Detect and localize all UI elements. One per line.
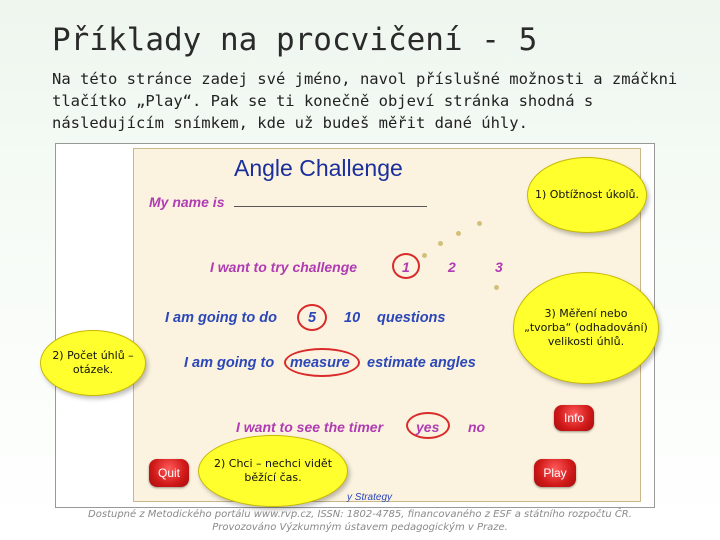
timer-label: I want to see the timer (236, 419, 384, 435)
callout-mode: 3) Měření nebo „tvorba“ (odhadování) velikosti úhlů. (513, 272, 659, 384)
name-label: My name is (149, 194, 225, 210)
info-button[interactable]: Info (554, 405, 594, 431)
going-to-do-label: I am going to do (165, 310, 277, 326)
challenge-option-3[interactable]: 3 (495, 259, 503, 275)
timer-yes-option[interactable]: yes (416, 419, 440, 435)
slide-title: Příklady na procvičení - 5 (52, 22, 538, 58)
decor-dot (456, 231, 461, 236)
going-to-label: I am going to (184, 355, 275, 371)
challenge-option-1[interactable]: 1 (402, 259, 410, 275)
challenge-option-2[interactable]: 2 (448, 259, 456, 275)
questions-option-5[interactable]: 5 (308, 310, 317, 326)
decor-dot (494, 285, 499, 290)
footer-line-1: Dostupné z Metodického portálu www.rvp.cz, ISSN: 1802-4785, financovaného z ESF a státního rozpočtu ČR. (88, 509, 632, 520)
mode-estimate-option[interactable]: estimate angles (367, 355, 476, 371)
quit-button[interactable]: Quit (149, 459, 189, 487)
questions-label: questions (377, 310, 446, 326)
decor-dot (422, 253, 427, 258)
challenge-label: I want to try challenge (210, 259, 358, 275)
play-button[interactable]: Play (534, 459, 576, 487)
app-title: Angle Challenge (234, 155, 403, 181)
slide-intro: Na této stránce zadej své jméno, navol příslušné možnosti a zmáčkni tlačítko „Play“. Pak se ti konečně objeví stránka shodná s následujícím snímkem, kde už budeš měřit dané úhly. (52, 70, 678, 132)
timer-no-option[interactable]: no (468, 419, 486, 435)
callout-timer: 2) Chci – nechci vidět běžící čas. (198, 435, 348, 507)
decor-dot (477, 221, 482, 226)
callout-count: 2) Počet úhlů – otázek. (40, 330, 146, 396)
questions-option-10[interactable]: 10 (344, 310, 361, 326)
callout-difficulty: 1) Obtížnost úkolů. (527, 157, 647, 233)
decor-dot (438, 241, 443, 246)
mode-measure-option[interactable]: measure (290, 355, 350, 371)
footer (0, 508, 720, 534)
footer-line-2: Provozováno Výzkumným ústavem pedagogickým v Praze. (212, 522, 508, 533)
name-input[interactable] (234, 206, 427, 207)
brand-text: y Strategy (347, 492, 393, 503)
